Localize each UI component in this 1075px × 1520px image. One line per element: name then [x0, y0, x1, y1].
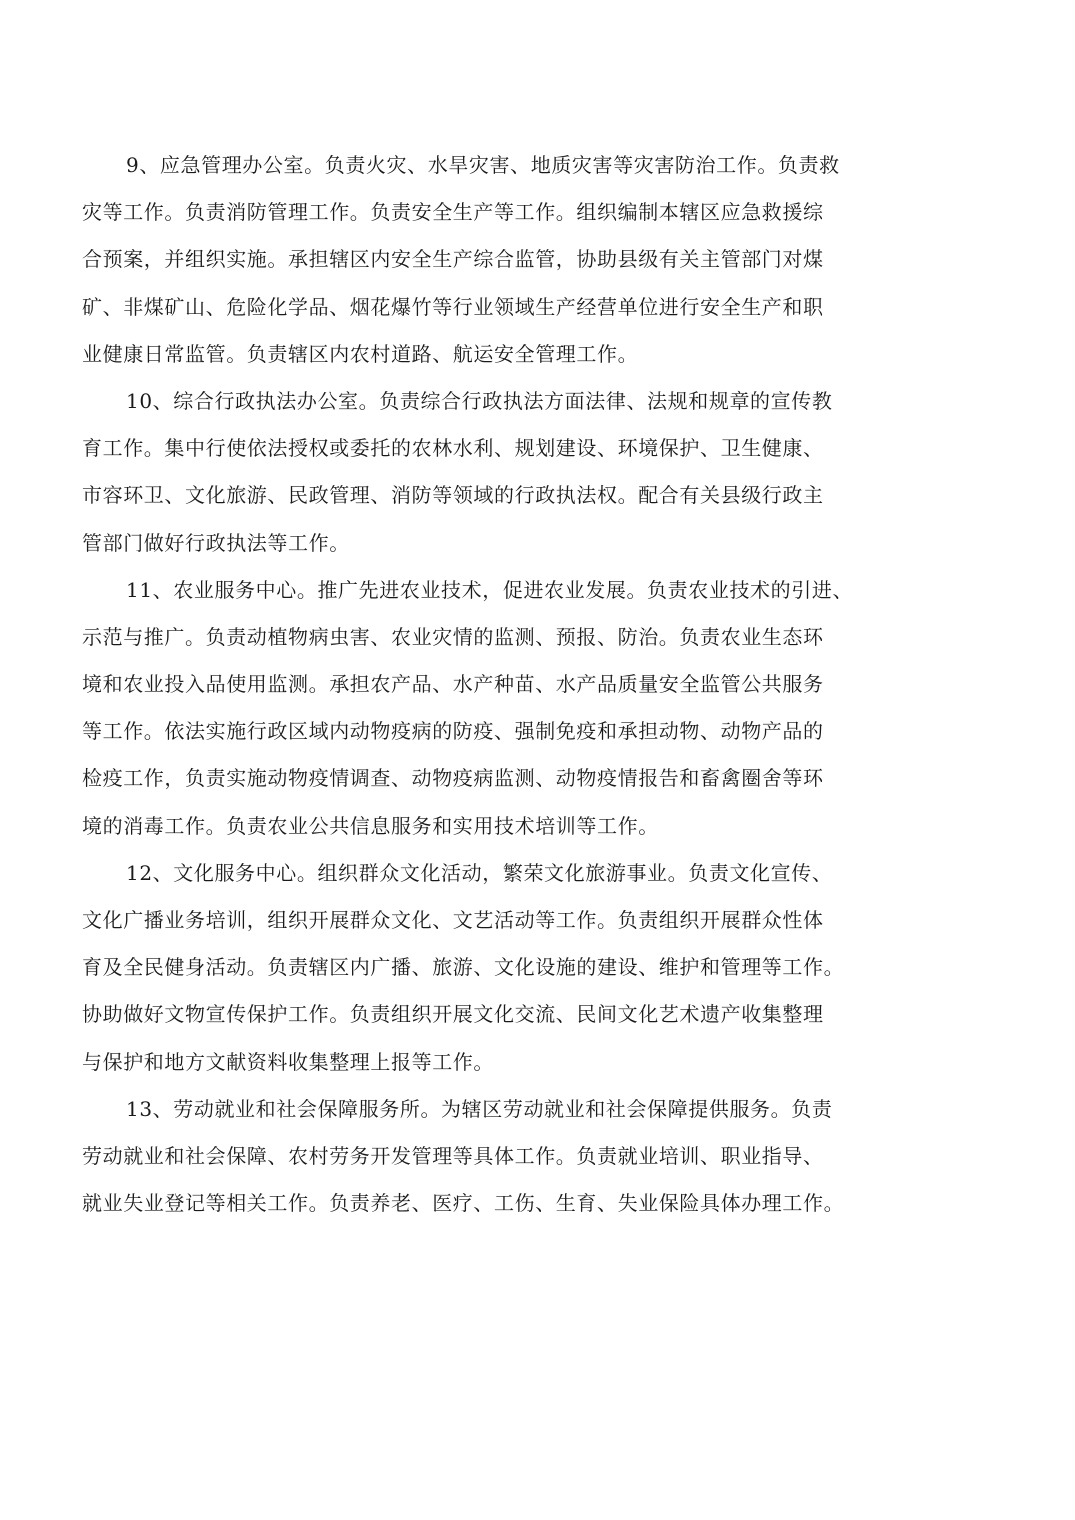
paragraph-line: 矿、非煤矿山、危险化学品、烟花爆竹等行业领域生产经营单位进行安全生产和职: [82, 294, 824, 319]
paragraph-line: 9、应急管理办公室。负责火灾、水旱灾害、地质灾害等灾害防治工作。负责救: [126, 153, 840, 177]
paragraph-line: 育及全民健身活动。负责辖区内广播、旅游、文化设施的建设、维护和管理等工作。: [82, 955, 845, 980]
paragraph-line: 13、劳动就业和社会保障服务所。为辖区劳动就业和社会保障提供服务。负责: [126, 1096, 833, 1121]
paragraph-line: 就业失业登记等相关工作。负责养老、医疗、工伤、生育、失业保险具体办理工作。: [82, 1191, 845, 1216]
paragraph-line: 10、综合行政执法办公室。负责综合行政执法方面法律、法规和规章的宣传教: [126, 388, 833, 413]
paragraph-line: 12、文化服务中心。组织群众文化活动，繁荣文化旅游事业。负责文化宣传、: [126, 860, 833, 885]
paragraph-line: 示范与推广。负责动植物病虫害、农业灾情的监测、预报、防治。负责农业生态环: [82, 624, 824, 649]
paragraph-line: 业健康日常监管。负责辖区内农村道路、航运安全管理工作。: [82, 341, 639, 366]
paragraph-line: 11、农业服务中心。推广先进农业技术，促进农业发展。负责农业技术的引进、: [126, 577, 854, 602]
section-13-labor-social-security: [82, 1086, 942, 1228]
paragraph-line: 文化广播业务培训，组织开展群众文化、文艺活动等工作。负责组织开展群众性体: [82, 908, 824, 932]
section-12-culture-service-center: [82, 850, 942, 1086]
paragraph-line: 检疫工作，负责实施动物疫情调查、动物疫病监测、动物疫情报告和畜禽圈舍等环: [82, 766, 824, 791]
paragraph-line: 境和农业投入品使用监测。承担农产品、水产种苗、水产品质量安全监管公共服务: [82, 672, 824, 697]
paragraph-line: 境的消毒工作。负责农业公共信息服务和实用技术培训等工作。: [82, 813, 659, 838]
paragraph-line: 劳动就业和社会保障、农村劳务开发管理等具体工作。负责就业培训、职业指导、: [82, 1143, 824, 1168]
paragraph-line: 管部门做好行政执法等工作。: [82, 530, 350, 555]
document-body: [82, 142, 942, 1227]
section-9-emergency-management: [82, 142, 942, 378]
paragraph-line: 协助做好文物宣传保护工作。负责组织开展文化交流、民间文化艺术遗产收集整理: [82, 1002, 824, 1027]
paragraph-line: 育工作。集中行使依法授权或委托的农林水利、规划建设、环境保护、卫生健康、: [82, 436, 824, 461]
paragraph-line: 灾等工作。负责消防管理工作。负责安全生产等工作。组织编制本辖区应急救援综: [82, 200, 824, 225]
section-11-agriculture-service-center: [82, 567, 942, 850]
paragraph-line: 等工作。依法实施行政区域内动物疫病的防疫、强制免疫和承担动物、动物产品的: [82, 719, 824, 744]
paragraph-line: 合预案，并组织实施。承担辖区内安全生产综合监管，协助县级有关主管部门对煤: [82, 247, 824, 272]
paragraph-line: 与保护和地方文献资料收集整理上报等工作。: [82, 1049, 494, 1074]
section-10-administrative-law-enforcement: [82, 378, 942, 567]
paragraph-line: 市容环卫、文化旅游、民政管理、消防等领域的行政执法权。配合有关县级行政主: [82, 483, 824, 508]
